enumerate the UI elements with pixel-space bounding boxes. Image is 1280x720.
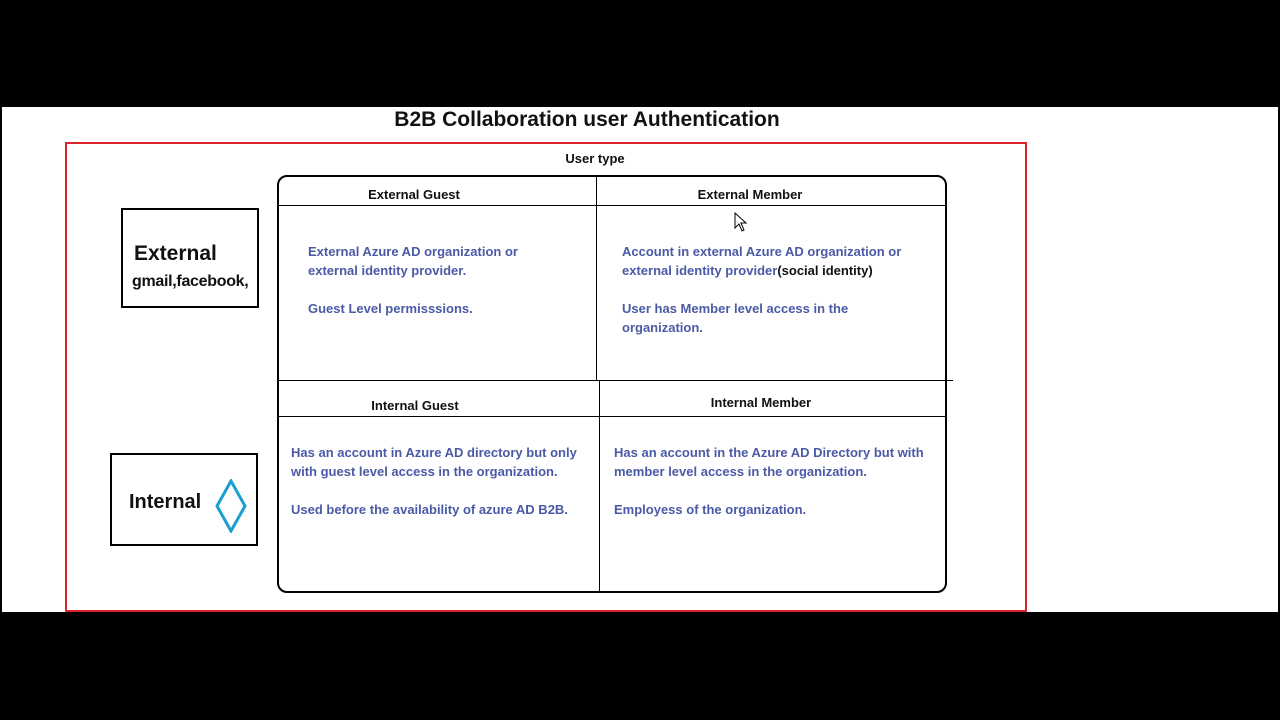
cell-external-member bbox=[622, 242, 922, 356]
row-label-internal-title: Internal bbox=[129, 491, 202, 513]
external-member-line-1-main: Account in external Azure AD organization or external identity provider bbox=[622, 244, 902, 278]
external-member-line-2: User has Member level access in the organization. bbox=[622, 301, 849, 335]
cell-header-internal-guest: Internal Guest bbox=[371, 398, 459, 413]
row-label-external-examples: gmail,facebook, bbox=[132, 273, 249, 290]
row-label-internal bbox=[110, 453, 258, 546]
external-guest-line-2: Guest Level permisssions. bbox=[308, 301, 473, 316]
external-member-line-1 bbox=[622, 242, 922, 280]
external-member-line-1-suffix: (social identity) bbox=[777, 263, 873, 278]
external-guest-line-1: External Azure AD organization or external identity provider. bbox=[308, 244, 518, 278]
row-label-external-title: External bbox=[134, 242, 217, 265]
cell-header-internal-member: Internal Member bbox=[710, 395, 812, 410]
internal-guest-line-2: Used before the availability of azure AD B2B. bbox=[291, 502, 568, 517]
grid-row-divider bbox=[279, 380, 953, 381]
column-header-user-type: User type bbox=[565, 151, 625, 166]
cell-internal-guest bbox=[291, 443, 591, 538]
grid-column-divider-bottom bbox=[599, 381, 600, 591]
cell-internal-member bbox=[614, 443, 924, 538]
grid-header-divider-bottom bbox=[279, 416, 945, 417]
cell-external-guest bbox=[308, 242, 558, 337]
row-label-external bbox=[121, 208, 259, 308]
internal-member-line-1: Has an account in the Azure AD Directory but with member level access in the organization. bbox=[614, 445, 924, 479]
internal-member-line-2: Employess of the organization. bbox=[614, 502, 807, 517]
page-title: B2B Collaboration user Authentication bbox=[394, 108, 780, 131]
diamond-icon bbox=[215, 479, 247, 533]
grid-header-divider-top bbox=[279, 205, 945, 206]
mouse-cursor-icon bbox=[734, 212, 748, 232]
cell-header-external-guest: External Guest bbox=[368, 187, 460, 202]
grid-column-divider-top bbox=[596, 177, 597, 381]
internal-guest-line-1: Has an account in Azure AD directory but only with guest level access in the organization. bbox=[291, 445, 577, 479]
cell-header-external-member: External Member bbox=[697, 187, 803, 202]
